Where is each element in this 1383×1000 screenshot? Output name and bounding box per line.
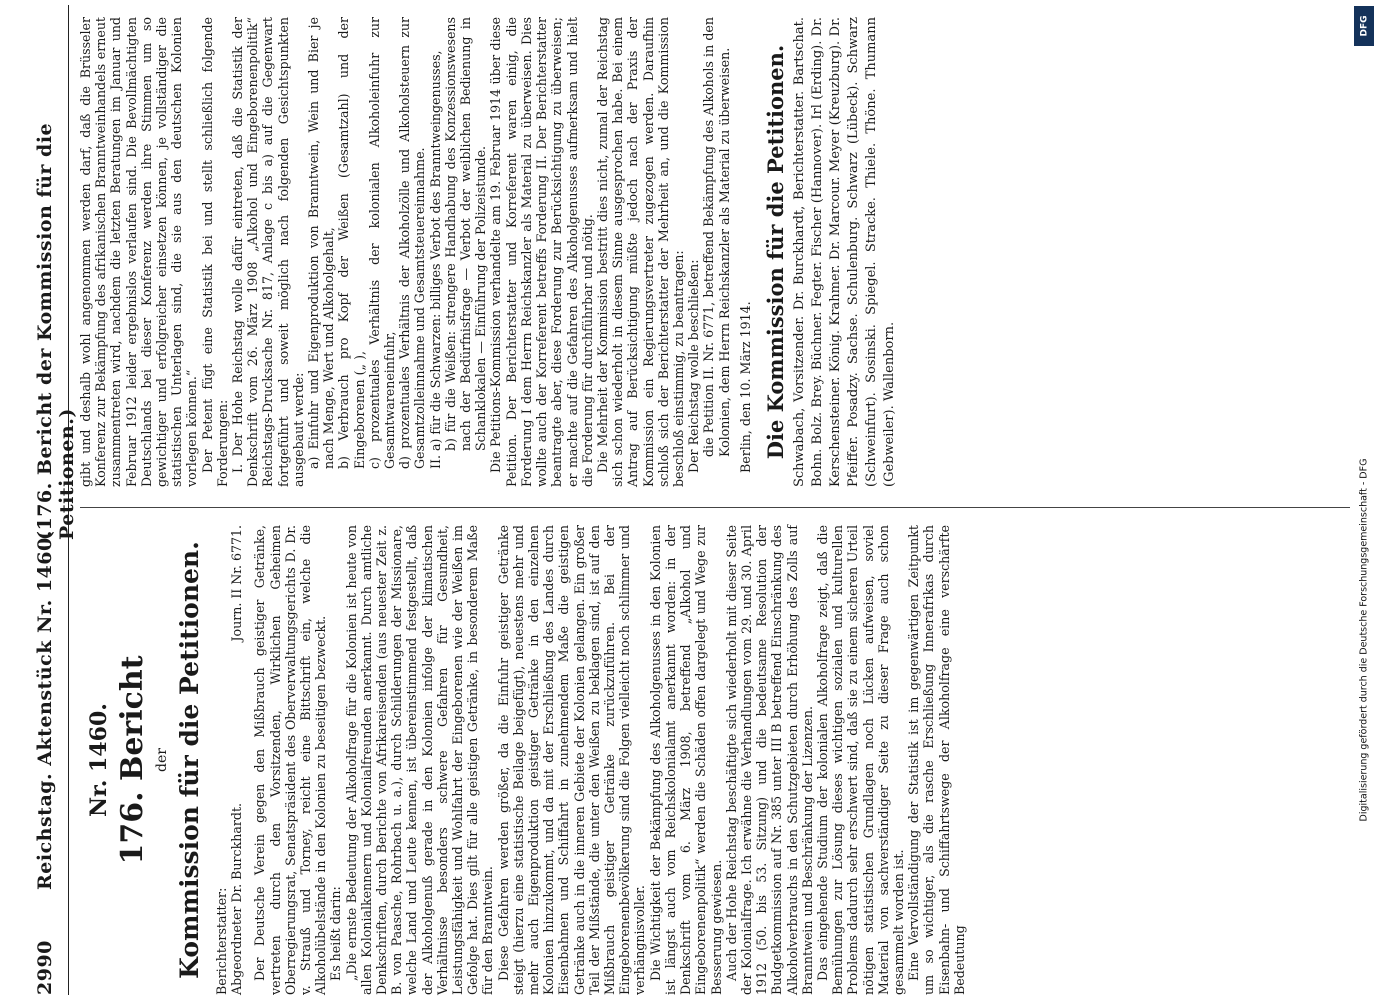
- column-divider: [80, 507, 1350, 508]
- date-line: Berlin, den 10. März 1914.: [737, 301, 753, 473]
- paragraph: Der Petent fügt eine Statistik bei und stellt schließlich folgende Forderungen:: [199, 17, 230, 487]
- paragraph: I. Der Hohe Reichstag wolle dafür eintreten, daß die Statistik der Denkschrift vom 26. März 1908 „Alkohol und Eingeborenenpolitik“ Reichstags-Drucksache Nr. 817, Anlage c bis a) auf die Gegenwart fortgeführt und soweit möglich nach folgenden Gesichtspunkten ausgebaut werde:: [230, 17, 306, 487]
- digitization-note: Digitalisierung gefördert durch die Deutsche Forschungsgemeinschaft - DFG: [1358, 458, 1370, 822]
- reporter-label: Berichterstatter:: [214, 887, 229, 995]
- commission-title: Kommission für die Petitionen.: [175, 541, 204, 979]
- list-item: b) Verbrauch pro Kopf der Weißen (Gesamtzahl) und der Eingeborenen („ ),: [336, 17, 367, 469]
- document-number: Nr. 1460.: [86, 703, 112, 817]
- journal-number: Journ. II Nr. 6771.: [229, 525, 245, 642]
- paragraph: Die Wichtigkeit der Bekämpfung des Alkoholgenusses in den Kolonien ist längst auch vom Reichskolonialamt anerkannt worden: in der Denkschrift vom 6. März 1908, betreffend „Alkohol und Eingeborenenpolitik“ werden die Schäden offen dargelegt und Wege zur Besserung gewiesen.: [647, 525, 724, 995]
- header-right-title: (176. Bericht der Kommission für die Petitionen.): [34, 122, 78, 540]
- paragraph: Die Mehrheit der Kommission bestritt dies nicht, zumal der Reichstag sich schon wiederholt in diesem Sinne ausgesprochen habe. Bei einem Antrag auf Berücksichtigung müßte jedoch nach der Praxis der Kommission ein Regierungsvertreter zugezogen werden. Daraufhin schloß sich der Berichterstatter der Mehrheit an, und die Kommission beschloß einstimmig, zu beantragen:: [594, 17, 686, 487]
- signature-title: Die Kommission für die Petitionen.: [762, 44, 788, 460]
- paragraph: Es heißt darin:: [328, 886, 344, 981]
- paragraph: Diese Gefahren werden größer, da die Einfuhr geistiger Getränke steigt (hierzu eine statistische Beilage beigefügt), neuestens mehr und mehr auch Eigenproduktion geistiger Getränke in den einzelnen Kolonien hinzukommt, und da mit der Erschließung des Landes durch Eisenbahnen und Schiffahrt in zunehmendem Maße die geistigen Getränke auch in die inneren Gebiete der Kolonien gelangen. Ein großer Teil der Mißstände, die unter den Weißen zu beklagen sind, ist auf den Mißbrauch geistiger Getränke zurückzuführen. Bei der Eingeborenenbevölkerung sind die Folgen vielleicht noch schlimmer und verhängnisvoller.: [495, 525, 648, 995]
- report-title: 176. Bericht: [115, 655, 150, 865]
- left-column: [78, 525, 967, 995]
- paragraph: Der Deutsche Verein gegen den Mißbrauch geistiger Getränke, vertreten durch den Vorsitzenden, Wirklichen Geheimen Oberregierungsrat, Senatspräsident des Oberverwaltungsgerichts D. Dr. v. Strauß und Torney, reicht eine Bittschrift ein, welche die Alkoholübelstände in den Kolonien zu beseitigen bezweckt.: [252, 525, 329, 995]
- list-item: c) prozentuales Verhältnis der kolonialen Alkoholeinfuhr zur Gesamtwareneinfuhr,: [366, 17, 398, 469]
- paragraph: „Die ernste Bedeutung der Alkoholfrage für die Kolonien ist heute von allen Kolonialkennern und Kolonialfreunden anerkannt. Durch amtliche Denkschriften, durch Berichte von Afrikareisenden (aus neuester Zeit z. B. von Paasche, Rohrbach u. a.), durch Schilderungen der Missionare, welche Land und Leute kennen, ist übereinstimmend festgestellt, daß der Alkoholgenuß gerade in den Kolonien infolge der klimatischen Verhältnisse besonders schwere Gefahren für Gesundheit, Leistungsfähigkeit und Wohlfahrt der Eingeborenen wie der Weißen im Gefolge hat. Dies gilt für alle geistigen Getränke, in besonderem Maße für den Branntwein.: [343, 525, 496, 995]
- right-column: [78, 17, 899, 487]
- list-item: a) Einfuhr und Eigenproduktion von Branntwein, Wein und Bier je nach Menge, Wert und Alkoholgehalt,: [306, 17, 337, 469]
- paragraph: Der Reichstag wolle beschließen:: [686, 259, 702, 473]
- title-der: der: [154, 748, 170, 772]
- list-item: b) für die Weißen: strengere Handhabung des Konzessionswesens nach der Bedürfnisfrage — Verbot der weiblichen Bedienung in Schanklokalen — Einführung der Polizeistunde.: [442, 17, 489, 451]
- paragraph: Eine Vervollständigung der Statistik ist im gegenwärtigen Zeitpunkt um so wichtiger, als die rasche Erschließung Innerafrikas durch Eisenbahn- und Schiffahrtswege der Alkoholfrage eine verschärfte Bedeutung: [906, 525, 967, 995]
- header-left-title: Reichstag. Aktenstück Nr. 1460.: [34, 530, 56, 890]
- list-item: II. a) für die Schwarzen: billiges Verbot des Branntweingenusses,: [427, 50, 443, 469]
- dfg-logo: DFG: [1354, 6, 1374, 46]
- page-header: [28, 5, 78, 995]
- paragraph: Die Petitions-Kommission verhandelte am 19. Februar 1914 über diese Petition. Der Berichterstatter und Korreferent waren einig, die Forderung I dem Herrn Reichskanzler als Material zu überweisen. Dies wollte auch der Korreferent betreffs Forderung II. Der Berichterstatter beantragte aber, diese Forderung zur Berücksichtigung zu überweisen; er machte auf die Gefahren des Alkoholgenusses aufmerksam und hielt die Forderung für durchführbar und nötig.: [488, 17, 595, 487]
- reporter-name: Abgeordneter Dr. Burckhardt.: [229, 802, 245, 995]
- paragraph: gibt und deshalb wohl angenommen werden darf, daß die Brüsseler Konferenz zur Bekämpfung des afrikanischen Branntweinhandels erneut zusammentreten wird, nachdem die letzten Beratungen im Januar und Februar 1912 leider ergebnislos verlaufen sind. Die Bevollmächtigten Deutschlands bei dieser Konferenz werden ihre Stimmen um so gewichtiger und erfolgreicher einsetzen können, je vollständiger die statistischen Unterlagen sind, die sie aus den deutschen Kolonien vorlegen können.“: [78, 17, 200, 487]
- resolution-text: die Petition II. Nr. 6771, betreffend Bekämpfung des Alkohols in den Kolonien, dem Herrn Reichskanzler als Material zu überweisen.: [701, 17, 732, 457]
- paragraph: Auch der Hohe Reichstag beschäftigte sich wiederholt mit dieser Seite der Kolonialfrage. Ich erwähne die Verhandlungen vom 29. und 30. April 1912 (50. bis 53. Sitzung) und die bedeutsame Resolution der Budgetkommission auf Nr. 385 unter III B betreffend Einschränkung des Alkoholverbrauchs in den Schutzgebieten durch Erhöhung des Zolls auf Branntwein und Beschränkung der Lizenzen.: [723, 525, 815, 995]
- reporter-line: [229, 525, 244, 995]
- list-item: d) prozentuales Verhältnis der Alkoholzölle und Alkoholsteuern zur Gesamtzolleinnahme und Gesamtsteuereinnahme.: [397, 17, 428, 469]
- commission-members: Schwabach, Vorsitzender. Dr. Burckhardt, Berichterstatter. Bartschat. Bohn. Bolz. Brey. Büchner. Fegter. Fischer (Hannover). Irl (Erding). Dr. Kerschensteiner. König. Krahmer. Dr. Marcour. Meyer (Kreuzburg). Dr. Pfeiffer. Posadzy. Sachse. Schulenburg. Schwarz (Lübeck). Schwarz (Schweinfurt). Sosinski. Spiegel. Stracke. Thiele. Thöne. Thumann (Gebweiler). Wallenborn.: [791, 17, 897, 487]
- rotated-document-page: [20, 5, 1360, 995]
- page-number: 2990: [34, 940, 56, 995]
- paragraph: Das eingehende Studium der kolonialen Alkoholfrage zeigt, daß die Bemühungen zur Lösung dieses wichtigen sozialen und kulturellen Problems dadurch sehr erschwert sind, daß sie zu einem sicheren Urteil nötigen statistischen Grundlagen noch Lücken aufweisen, soviel Material von sachverständiger Seite zu dieser Frage auch schon gesammelt worden ist.: [814, 525, 906, 995]
